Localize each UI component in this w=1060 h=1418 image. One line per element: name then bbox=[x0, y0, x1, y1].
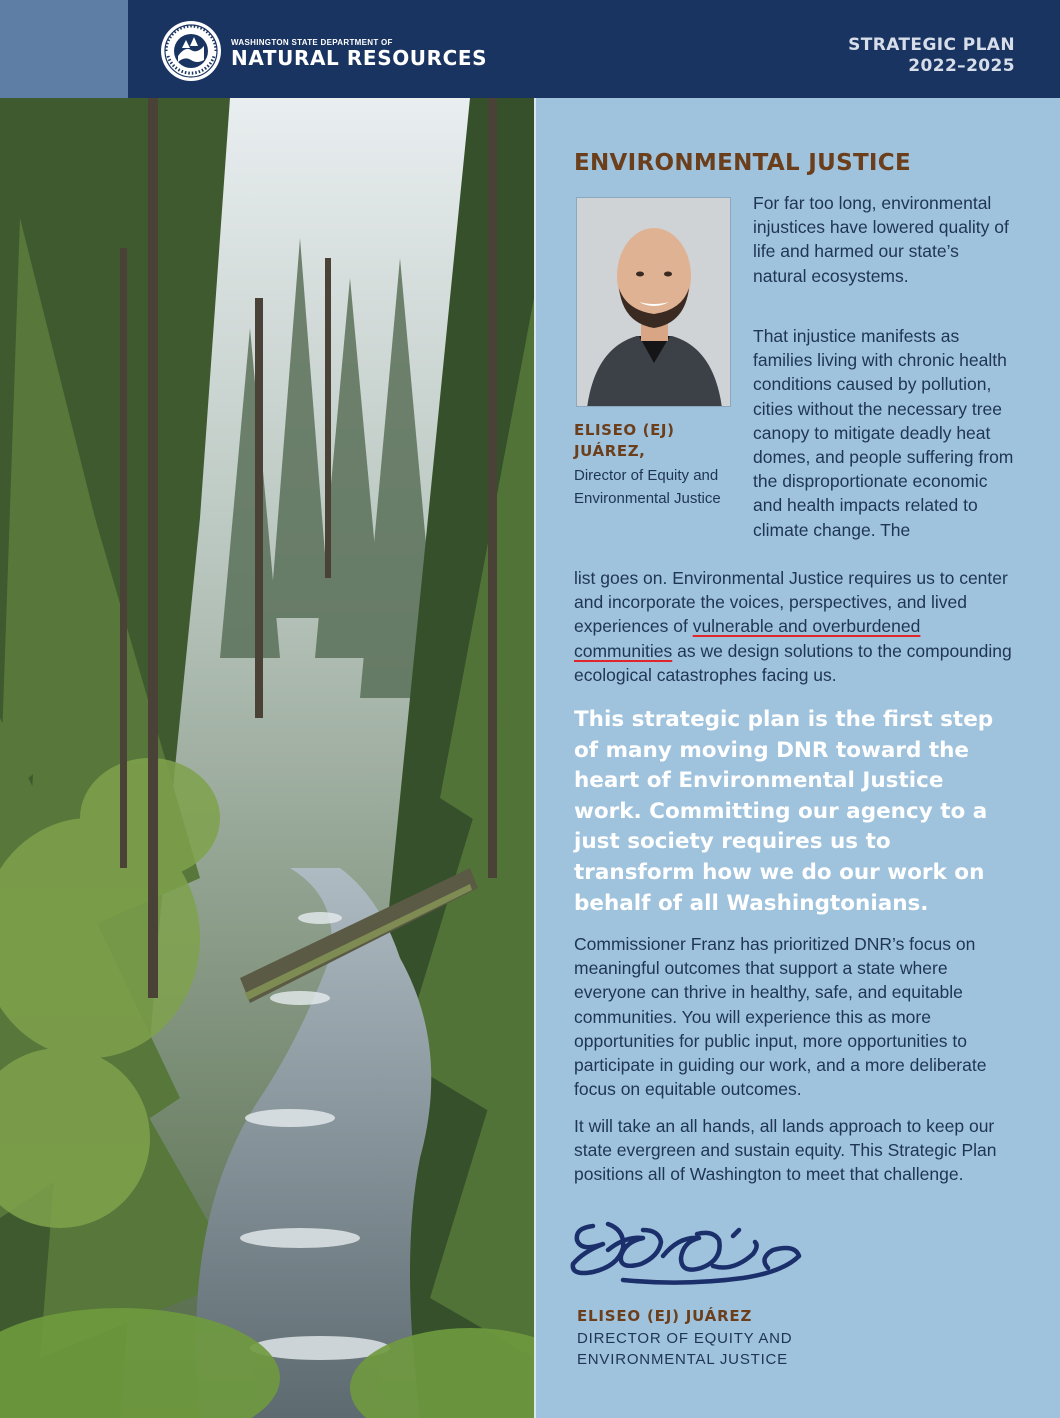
plan-years: 2022–2025 bbox=[908, 56, 1015, 76]
paragraph-text: list goes on. Environmental Justice requires us to center and incorporate the voices, perspectives, and lived experiences of bbox=[574, 568, 1008, 637]
person-name: ELISEO (EJ) JUÁREZ, bbox=[574, 421, 675, 460]
logo-department-line: WASHINGTON STATE DEPARTMENT OF bbox=[231, 38, 393, 47]
agency-logo-text bbox=[231, 38, 487, 69]
person-role: Director of Equity and Environmental Justice bbox=[574, 467, 721, 507]
commissioner-paragraph: Commissioner Franz has prioritized DNR’s focus on meaningful outcomes that support a state where everyone can thrive in healthy, safe, and equitable communities. You will experience this as more opportunities for public input, more opportunities to participate in guiding our work, and a more deliberate focus on equitable outcomes. bbox=[574, 934, 987, 1100]
intro-paragraph: For far too long, environmental injustices have lowered quality of life and harmed our state’s natural ecosystems. bbox=[753, 193, 1009, 286]
header-accent-block bbox=[0, 0, 128, 98]
plan-title-line: STRATEGIC PLAN bbox=[848, 35, 1015, 55]
paragraph-text-end: as we design solutions to the compounding ecological catastrophes facing us. bbox=[574, 640, 1012, 685]
signature-name: ELISEO (EJ) JUÁREZ bbox=[577, 1307, 753, 1325]
continuation-paragraph bbox=[574, 566, 1014, 687]
panel-divider bbox=[534, 98, 536, 1418]
page-header bbox=[0, 0, 1060, 98]
closing-paragraph: It will take an all hands, all lands approach to keep our state evergreen and sustain equity. This Strategic Plan positions all of Washington to meet that challenge. bbox=[574, 1116, 997, 1185]
signature-title: DIRECTOR OF EQUITY AND ENVIRONMENTAL JUSTICE bbox=[577, 1330, 793, 1368]
logo-agency-name: NATURAL RESOURCES bbox=[231, 46, 488, 70]
handwritten-signature bbox=[563, 1208, 808, 1298]
injustice-paragraph: That injustice manifests as families living with chronic health conditions caused by pollution, cities without the necessary tree canopy to mitigate deadly heat domes, and people suffering from the disproportionate economic and health impacts related to climate change. The bbox=[753, 326, 1014, 540]
dnr-seal-icon bbox=[160, 20, 222, 82]
section-title: ENVIRONMENTAL JUSTICE bbox=[574, 150, 911, 176]
portrait-photo bbox=[576, 197, 731, 407]
pull-quote: This strategic plan is the first step of many moving DNR toward the heart of Environmental Justice work. Committing our agency to a just society requires us to transform how we do our work on behalf of all Washingtonians. bbox=[574, 707, 994, 916]
communities-link[interactable]: vulnerable and overburdened communities bbox=[574, 616, 921, 661]
strategic-plan-title bbox=[848, 35, 1015, 77]
forest-river-photo bbox=[0, 98, 534, 1418]
